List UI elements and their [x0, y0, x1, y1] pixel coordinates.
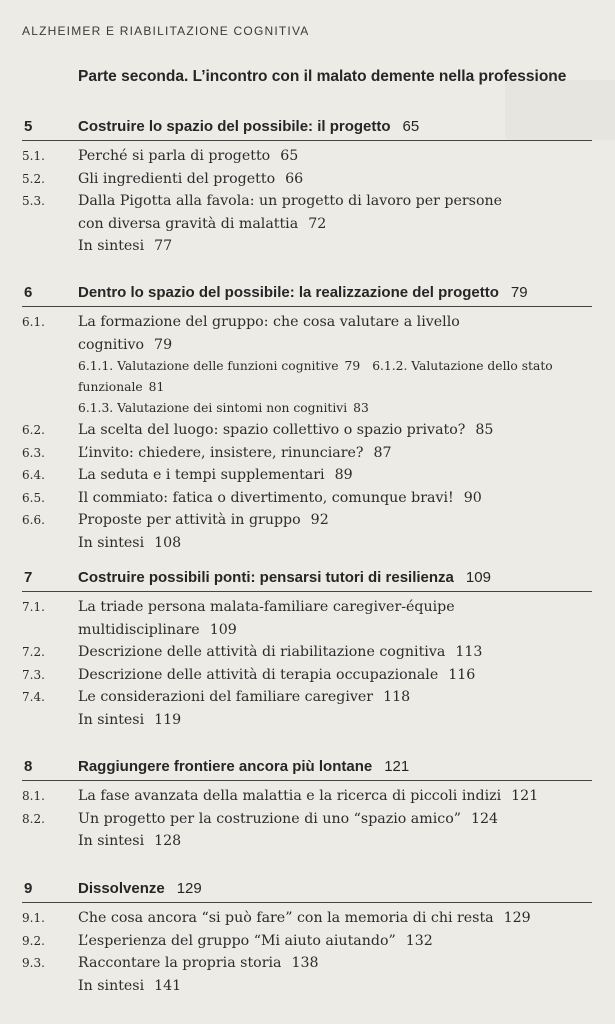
entry-text-continued: con diversa gravità di malattia — [78, 215, 299, 232]
sintesi-entry[interactable] — [78, 709, 592, 732]
chapter-title: Costruire lo spazio del possibile: il progetto — [78, 118, 391, 135]
entry-number: 9.1. — [22, 911, 45, 925]
entry-page: 138 — [291, 955, 319, 971]
toc-entry[interactable] — [22, 930, 592, 953]
sintesi-page: 141 — [154, 977, 182, 994]
subsection-page: 81 — [148, 380, 165, 394]
entry-page: 121 — [511, 788, 539, 804]
toc-entry[interactable] — [22, 145, 592, 168]
entry-page: 132 — [405, 932, 433, 949]
entry-page: 109 — [209, 621, 237, 638]
sintesi-label: In sintesi — [78, 534, 145, 551]
toc-entry[interactable] — [22, 487, 592, 510]
chapter-title: Dissolvenze — [78, 880, 165, 897]
entry-text: La seduta e i tempi supplementari — [78, 467, 325, 483]
entry-number: 7.1. — [22, 600, 45, 614]
sintesi-label: In sintesi — [78, 238, 145, 254]
entry-text: Le considerazioni del familiare caregiver — [78, 689, 374, 705]
entry-text: Il commiato: fatica o divertimento, comunque bravi! — [78, 489, 454, 506]
chapter-page: 121 — [384, 758, 410, 775]
entry-number: 7.2. — [22, 645, 45, 659]
toc-entry[interactable] — [22, 509, 592, 532]
entry-page: 90 — [463, 489, 482, 506]
entry-page: 129 — [503, 910, 531, 926]
entry-text: Che cosa ancora “si può fare” con la memoria di chi resta — [78, 910, 494, 926]
sintesi-page: 128 — [154, 833, 182, 849]
toc-entry[interactable] — [22, 168, 592, 191]
entry-page: 124 — [471, 810, 499, 827]
chapter-page: 109 — [465, 569, 491, 586]
chapter-number: 5 — [24, 118, 33, 135]
entry-number: 5.1. — [22, 149, 45, 163]
entry-text: Descrizione delle attività di terapia occupazionale — [78, 666, 439, 683]
entry-number: 6.3. — [22, 445, 45, 460]
sintesi-page: 77 — [154, 238, 173, 254]
toc-entry[interactable] — [22, 311, 592, 356]
entry-number: 7.4. — [22, 690, 45, 704]
entry-text: Un progetto per la costruzione di uno “spazio amico” — [78, 810, 461, 827]
toc-entry[interactable] — [22, 952, 592, 975]
entry-text: La scelta del luogo: spazio collettivo o spazio privato? — [78, 422, 466, 438]
entry-page: 66 — [285, 170, 304, 187]
toc-entry[interactable] — [22, 686, 592, 709]
toc-entry[interactable] — [22, 641, 592, 664]
entry-text: Descrizione delle attività di riabilitazione cognitiva — [78, 644, 446, 660]
entry-page: 65 — [280, 148, 299, 164]
part-title: Parte seconda. L’incontro con il malato demente nella professione — [78, 68, 567, 85]
entry-page: 113 — [455, 644, 483, 660]
chapter-heading[interactable] — [22, 880, 592, 903]
chapter-heading[interactable] — [22, 569, 592, 592]
entry-page: 87 — [373, 444, 392, 461]
toc-entry[interactable] — [22, 464, 592, 487]
entry-text: La formazione del gruppo: che cosa valutare a livello — [78, 314, 460, 330]
entry-text: L’invito: chiedere, insistere, rinunciare? — [78, 444, 364, 461]
chapter-7 — [22, 569, 592, 731]
sintesi-entry[interactable] — [78, 975, 592, 998]
entry-page: 89 — [334, 467, 353, 483]
toc-entry[interactable] — [22, 907, 592, 930]
entry-number: 6.5. — [22, 490, 45, 505]
entry-page: 92 — [310, 512, 329, 528]
subsection-page: 79 — [344, 359, 361, 373]
subsection-page: 83 — [353, 401, 369, 415]
entry-page: 72 — [308, 215, 327, 232]
entry-page: 79 — [154, 336, 173, 353]
subsection-list — [78, 356, 592, 419]
chapter-number: 9 — [24, 880, 33, 897]
toc-entry[interactable] — [22, 785, 592, 808]
toc-entry[interactable] — [22, 190, 592, 235]
entry-text: La triade persona malata-familiare caregiver-équipe — [78, 599, 455, 615]
toc-entry[interactable] — [22, 808, 592, 831]
chapter-8 — [22, 758, 592, 853]
entry-number: 9.3. — [22, 956, 45, 970]
entry-number: 8.2. — [22, 811, 45, 826]
sintesi-page: 119 — [154, 711, 182, 728]
toc-entry[interactable] — [22, 596, 592, 641]
entry-number: 8.1. — [22, 789, 45, 803]
sintesi-label: In sintesi — [78, 977, 145, 994]
toc-entry[interactable] — [22, 419, 592, 442]
chapter-page: 129 — [176, 880, 202, 897]
sintesi-entry[interactable] — [78, 532, 592, 555]
entry-text: L’esperienza del gruppo “Mi aiuto aiutando” — [78, 932, 396, 949]
entry-number: 6.1. — [22, 315, 45, 329]
chapter-heading[interactable] — [22, 284, 592, 307]
sintesi-label: In sintesi — [78, 711, 145, 728]
toc-entry[interactable] — [22, 442, 592, 465]
entry-number: 6.2. — [22, 423, 45, 437]
chapter-page: 65 — [402, 118, 420, 135]
chapter-title: Costruire possibili ponti: pensarsi tutori di resilienza — [78, 569, 454, 586]
entry-number: 7.3. — [22, 667, 45, 682]
chapter-number: 8 — [24, 758, 33, 775]
entry-page: 116 — [448, 666, 476, 683]
subsection-item[interactable]: 6.1.1. Valutazione delle funzioni cognitive 79 — [78, 359, 361, 373]
entry-text: Raccontare la propria storia — [78, 955, 282, 971]
entry-number: 6.6. — [22, 513, 45, 527]
chapter-5 — [22, 118, 592, 258]
entry-number: 6.4. — [22, 468, 45, 482]
entry-number: 9.2. — [22, 933, 45, 948]
sintesi-entry[interactable] — [78, 235, 592, 258]
entry-number: 5.3. — [22, 194, 45, 208]
sintesi-page: 108 — [154, 534, 182, 551]
sintesi-label: In sintesi — [78, 833, 145, 849]
entry-text: Gli ingredienti del progetto — [78, 170, 276, 187]
entry-text: La fase avanzata della malattia e la ricerca di piccoli indizi — [78, 788, 502, 804]
entry-page: 85 — [475, 422, 494, 438]
running-head: ALZHEIMER E RIABILITAZIONE COGNITIVA — [22, 24, 310, 38]
entry-text-continued: cognitivo — [78, 336, 145, 353]
chapter-page: 79 — [510, 284, 528, 301]
chapter-heading[interactable] — [22, 118, 592, 141]
entry-text-continued: multidisciplinare — [78, 621, 200, 638]
chapter-title: Dentro lo spazio del possibile: la realizzazione del progetto — [78, 284, 499, 301]
toc-entry[interactable] — [22, 664, 592, 687]
entry-text: Proposte per attività in gruppo — [78, 512, 301, 528]
chapter-number: 6 — [24, 284, 33, 301]
entry-page: 118 — [383, 689, 411, 705]
entry-number: 5.2. — [22, 171, 45, 186]
sintesi-entry[interactable] — [78, 830, 592, 853]
chapter-heading[interactable] — [22, 758, 592, 781]
chapter-6 — [22, 284, 592, 554]
chapter-title: Raggiungere frontiere ancora più lontane — [78, 758, 373, 775]
subsection-item[interactable]: 6.1.2. Valutazione dello stato funzionale 81 — [78, 359, 553, 394]
chapter-9 — [22, 880, 592, 997]
entry-text: Dalla Pigotta alla favola: un progetto di lavoro per persone — [78, 193, 503, 209]
subsection-item[interactable]: 6.1.3. Valutazione dei sintomi non cognitivi 83 — [78, 401, 369, 415]
chapter-number: 7 — [24, 569, 33, 586]
entry-text: Perché si parla di progetto — [78, 148, 271, 164]
